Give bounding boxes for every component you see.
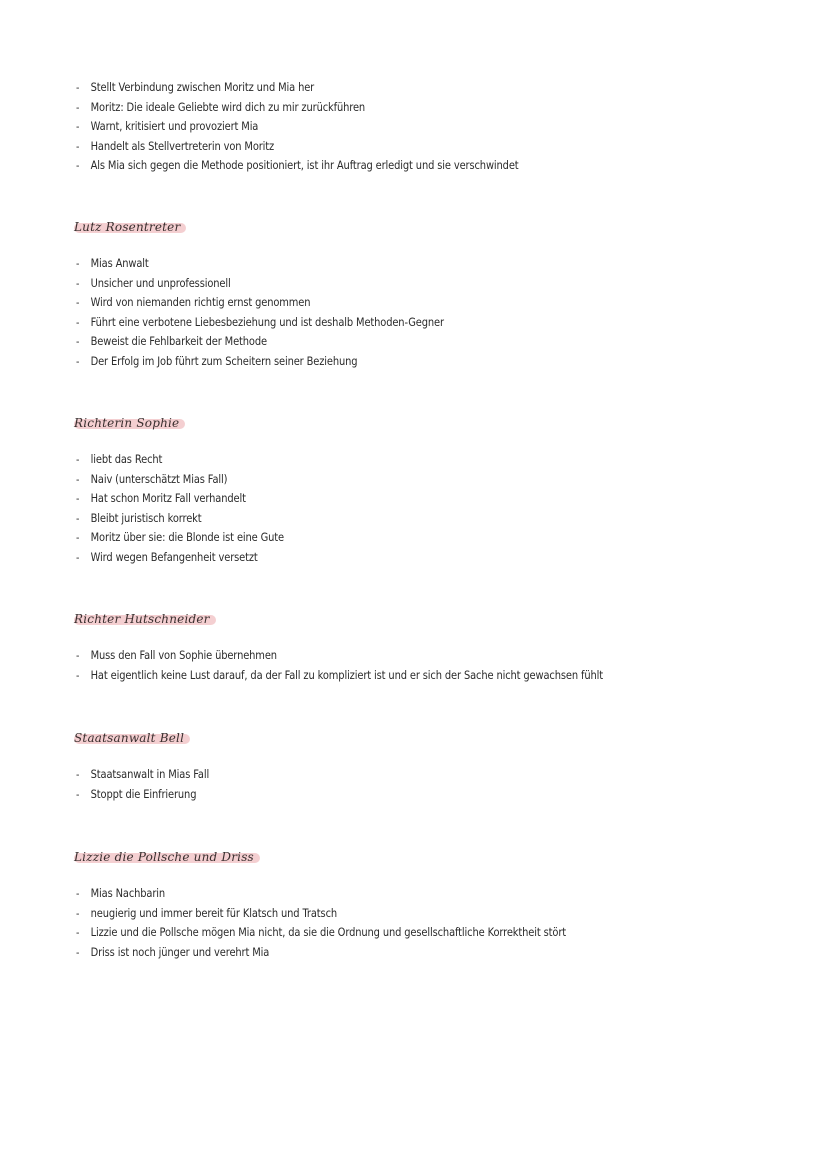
list-item: - Der Erfolg im Job führt zum Scheitern seiner Beziehung bbox=[76, 353, 358, 368]
list-item: - Bleibt juristisch korrekt bbox=[76, 510, 202, 525]
list-item: - Warnt, kritisiert und provoziert Mia bbox=[76, 119, 259, 134]
dash-bullet: - bbox=[76, 768, 80, 781]
section-0-list bbox=[76, 80, 591, 178]
list-item: - Naiv (unterschätzt Mias Fall) bbox=[76, 471, 228, 486]
list-item: - Hat schon Moritz Fall verhandelt bbox=[76, 491, 246, 506]
section-heading: Richter Hutschneider bbox=[74, 608, 210, 630]
dash-bullet: - bbox=[76, 276, 80, 290]
list-item: - liebt das Recht bbox=[76, 452, 163, 466]
dash-bullet: - bbox=[76, 354, 80, 368]
dash-bullet: - bbox=[76, 81, 80, 94]
list-item: - Beweist die Fehlbarkeit der Methode bbox=[76, 334, 267, 349]
dash-bullet: - bbox=[76, 335, 80, 349]
dash-bullet: - bbox=[76, 511, 80, 525]
dash-bullet: - bbox=[76, 531, 80, 545]
dash-bullet: - bbox=[76, 906, 80, 920]
list-item: - Stellt Verbindung zwischen Moritz und Mia her bbox=[76, 80, 315, 94]
list-item: - Hat eigentlich keine Lust darauf, da der Fall zu kompliziert ist und er sich der Sache nicht gewachsen fühlt bbox=[76, 667, 603, 682]
dash-bullet: - bbox=[76, 453, 80, 466]
list-item: - Moritz über sie: die Blonde ist eine Gute bbox=[76, 530, 285, 545]
section-heading: Staatsanwalt Bell bbox=[74, 727, 184, 749]
dash-bullet: - bbox=[76, 139, 80, 153]
list-item: - Mias Nachbarin bbox=[76, 886, 166, 900]
list-item: - Als Mia sich gegen die Methode positioniert, ist ihr Auftrag erledigt und sie verschwindet bbox=[76, 158, 519, 173]
section-5-list bbox=[76, 886, 646, 964]
dash-bullet: - bbox=[76, 296, 80, 310]
list-item: - Staatsanwalt in Mias Fall bbox=[76, 767, 210, 781]
section-3-list bbox=[76, 648, 689, 687]
dash-bullet: - bbox=[76, 787, 80, 801]
section-heading: Lizzie die Pollsche und Driss bbox=[74, 846, 254, 868]
list-item: - Mias Anwalt bbox=[76, 256, 149, 270]
dash-bullet: - bbox=[76, 649, 80, 662]
list-item: - Driss ist noch jünger und verehrt Mia bbox=[76, 944, 270, 959]
dash-bullet: - bbox=[76, 315, 80, 329]
dash-bullet: - bbox=[76, 887, 80, 900]
dash-bullet: - bbox=[76, 926, 80, 940]
list-item: - Muss den Fall von Sophie übernehmen bbox=[76, 648, 277, 662]
list-item: - Lizzie und die Pollsche mögen Mia nicht, da sie die Ordnung und gesellschaftliche Korrektheit stört bbox=[76, 925, 567, 940]
dash-bullet: - bbox=[76, 257, 80, 270]
list-item: - Moritz: Die ideale Geliebte wird dich zu mir zurückführen bbox=[76, 99, 366, 114]
section-4-list bbox=[76, 767, 231, 806]
dash-bullet: - bbox=[76, 100, 80, 114]
dash-bullet: - bbox=[76, 550, 80, 564]
dash-bullet: - bbox=[76, 159, 80, 173]
section-2-list bbox=[76, 452, 318, 570]
dash-bullet: - bbox=[76, 120, 80, 134]
list-item: - Wird wegen Befangenheit versetzt bbox=[76, 549, 258, 564]
dash-bullet: - bbox=[76, 668, 80, 682]
list-item: - Führt eine verbotene Liebesbeziehung und ist deshalb Methoden-Gegner bbox=[76, 314, 444, 329]
list-item: - Stoppt die Einfrierung bbox=[76, 786, 197, 801]
section-1-list bbox=[76, 256, 504, 374]
dash-bullet: - bbox=[76, 945, 80, 959]
list-item: - neugierig und immer bereit für Klatsch und Tratsch bbox=[76, 905, 338, 920]
list-item: - Unsicher und unprofessionell bbox=[76, 275, 231, 290]
dash-bullet: - bbox=[76, 492, 80, 506]
section-heading: Lutz Rosentreter bbox=[74, 216, 180, 238]
dash-bullet: - bbox=[76, 472, 80, 486]
list-item: - Wird von niemanden richtig ernst genommen bbox=[76, 295, 311, 310]
list-item: - Handelt als Stellvertreterin von Moritz bbox=[76, 138, 275, 153]
section-heading: Richterin Sophie bbox=[74, 412, 179, 434]
